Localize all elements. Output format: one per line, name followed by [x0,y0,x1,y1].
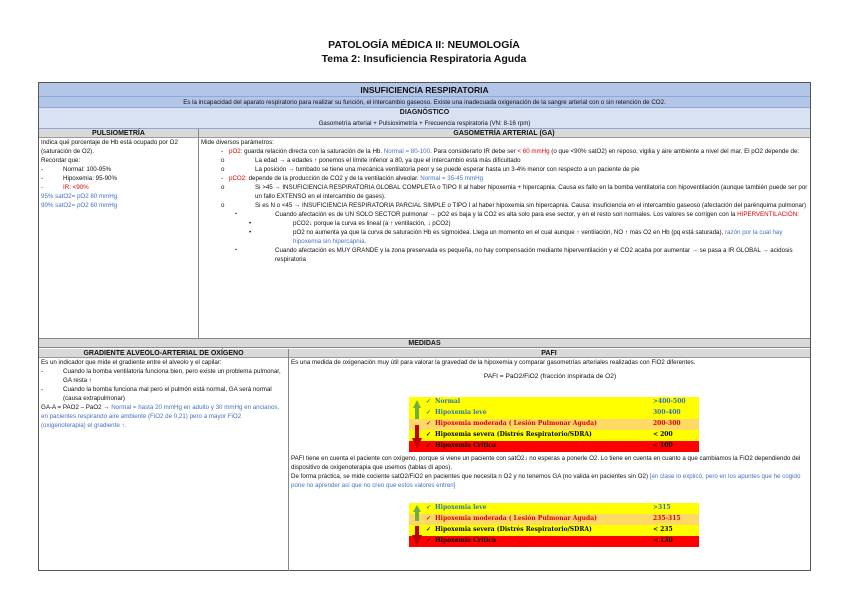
severity-label: ✓ Hipoxemia Crítica [423,442,653,451]
pco2-label: pCO2: [229,174,247,182]
severity-row [409,430,699,441]
medidas-heading: MEDIDAS [39,338,810,348]
pafi-column [291,359,809,382]
pulsio-column [41,139,196,211]
severity-value: 200-300 [653,420,681,428]
column-divider [198,129,199,338]
bullet-pco2: • pCO2↓ porque la curva es lineal (a ↑ ventilación, ↓ pCO2) [201,220,809,229]
grad-intro: Es un indicador que mide el gradiente entre el alveolo y el capilar: [41,359,222,366]
summary-table [38,82,811,571]
pulsio-intro: Indica qué porcentaje de Hb está ocupado por O2 (saturación de O2). [41,139,178,155]
pafi-paragraph-2: De forma práctica, se mide cociente satO2/FiO2 en pacientes que necesita n O2 y no tenemos GA (no valida en pacientes sin O2) [en clase lo explicó, pero en los apuntes que he cogido pone no aprender así que no creo que estos valores entren] [291,472,801,489]
pafi-table-1 [409,397,699,452]
gaso-column [201,139,809,265]
po2-text2: . Para considerarlo IR debe ser [430,147,518,155]
po2-label: pO2: [229,147,243,155]
bullet-po2-blue: razón por la cual hay hipoxemia sin hipercapnia. [293,228,783,245]
severity-arrows-2-icon [411,504,423,548]
pafi-heading: PAFI [288,349,810,358]
severity-value: 300-400 [653,409,681,417]
severity-value: >400-500 [653,398,686,406]
hiperventilacion-label: HIPERVENTILACIÓN: [737,210,799,218]
gradiente-heading: GRADIENTE ALVEOLO-ARTERIAL DE OXÍGENO [39,349,288,358]
pco2-normal: Normal = 35-45 mmHg [420,174,484,182]
bullet-po2: • pO2 no aumenta ya que la curva de saturación Hb es sigmoidea. Llega un momento en el cual aunque ↑ ventilación, NO ↑ más O2 en Hb (pq está saturada), razón por la cual hay hipoxemia sin hipercapnia. [201,229,809,247]
pco2-global: o Si >45 → INSUFICIENCIA RESPIRATORIA GLOBAL COMPLETA o TIPO II al haber hipoxemia + hipercapnia. Causa es fallo en la bomba ventilatoria con hipoventilación (aunque también puede ser por un fallo EXTENSO en el intercambio de gases). [201,184,809,202]
severity-value: < 200 [653,431,673,439]
pulsio-recordar: Recordar que: [41,156,81,164]
severity-label: ✓ Normal [423,398,653,407]
diagnostico-heading: DIAGNÓSTICO [39,108,810,118]
po2-text3: (o que <90% satO2) en reposo, vigilia y aire ambiente a nivel del mar. El pO2 depende de: [549,147,800,155]
pco2-text: depende de la producción de CO2 y de la ventilación alveolar. [246,174,421,182]
severity-label: ✓ Hipoxemia Crítica [423,537,653,546]
pulsio-eq2: 90% satO2= pO2 60 mmHg [41,201,118,209]
severity-value: 235-315 [653,515,681,523]
list-item: - Hipoxemia: 95-90% [41,175,196,184]
pulsio-list [41,166,196,193]
pafi-paragraph-1: PAFI tiene en cuenta el paciente con oxígeno, porque si viene un paciente con satO2↓ no esperas a ponerle O2. Lo tiene en cuenta en cuanto a que cambiamos la FiO2 dependiendo del dispositivo de oxigenoterapia que usemos (tablas di apos). [291,455,801,471]
po2-normal: Normal = 80-100 [383,147,431,155]
po2-ir: < 60 mmHg [517,147,550,155]
gaso-intro: Mide diversos parámetros: [201,139,274,146]
severity-label: ✓ Hipoxemia leve [423,504,653,513]
list-item: - IR: <90% [41,184,196,193]
severity-label: ✓ Hipoxemia severa (Distrés Respiratorio/SDRA) [423,431,653,440]
severity-arrows-icon [411,399,423,453]
severity-row [409,503,699,514]
po2-item [221,148,809,157]
po2-text: guarda relación directa con la saturación de la Hb. [242,147,384,155]
pafi-notes [291,455,809,491]
severity-value: < 235 [653,526,673,534]
severity-row [409,514,699,525]
pco2-item [221,175,809,184]
document-subtitle: Tema 2: Insuficiencia Respiratoria Aguda [321,53,527,65]
severity-value: < 100 [653,442,673,450]
grad-formula: GA-A = PAO2 – PaO2 → Normal = hasta 20 mmHg en adulto y 30 mmHg en ancianos, en pacientes respirando aire ambiente (FiO2 de 0,21) pero a mayor FiO2 (oxigenoterapia) el gradiente ↑. [41,403,280,429]
severity-label: ✓ Hipoxemia moderada ( Lesión Pulmonar Aguda) [423,420,653,429]
severity-value: >315 [653,504,671,512]
sector-item: ▪ Cuando afectación es de UN SOLO SECTOR pulmonar → pO2 es baja y la CO2 es alta solo para ese sector, y en el resto son normales. Los valores se corrigen con la HIPERVENTILACIÓN: [201,211,809,220]
pafi-table-2 [409,503,699,547]
severity-row [409,419,699,430]
pafi-intro: Es una medida de oxigenación muy útil para valorar la gravedad de la hipoxemia y comparar gasometrías arteriales realizadas con FiO2 diferentes. [291,359,696,366]
severity-row [409,525,699,536]
po2-posicion: o La posición → tumbado se tiene una mecánica ventilatoria peor y se puede esperar hasta un 3-4% menor con respecto a un paciente de pie [201,166,809,175]
severity-label: ✓ Hipoxemia severa (Distrés Respiratorio/SDRA) [423,526,653,535]
severity-label: ✓ Hipoxemia moderada ( Lesión Pulmonar Aguda) [423,515,653,524]
document-title: PATOLOGÍA MÉDICA II: NEUMOLOGÍA [328,39,520,51]
severity-row [409,536,699,547]
grad-item-1: - Cuando la bomba ventilatoria funciona bien, pero existe un problema pulmonar, GA resta ↑ [41,368,284,386]
pulsio-eq1: 95% satO2= pO2 80 mmHg [41,192,118,200]
diagnostico-text: Gasometría arterial + Pulsioximetría + Frecuencia respiratoria (VN: 8-16 rpm) [39,118,810,129]
pafi-paragraph-2-note: [en clase lo explicó, pero en los apuntes que he cogido pone no aprender así que no creo que estos valores entren] [291,472,801,489]
section-title: INSUFICIENCIA RESPIRATORIA [39,83,810,97]
grad-item-2: - Cuando la bomba funciona mal pero el pulmón está normal, GA será normal (causa extrapulmonar) [41,386,284,404]
severity-label: ✓ Hipoxemia leve [423,409,653,418]
pafi-formula: PAFI = PaO2/FiO2 (fracción inspirada de O2) [483,372,617,380]
pulsio-heading: PULSIOMETRÍA [39,129,198,138]
gradiente-column [41,359,284,431]
grad-normal: Normal = hasta 20 mmHg en adulto y 30 mmHg en ancianos, en pacientes respirando aire ambiente (FiO2 de 0,21) pero a mayor FiO2 (oxigenoterapia) el gradiente ↑. [41,403,280,429]
pco2-parcial: o Si es N o <45 → INSUFICIENCIA RESPIRATORIA PARCIAL SIMPLE o TIPO I al haber hipoxemia sin hipercapnia. Causa: insuficiencia en el intercambio gaseoso (afectación del parénquima pulmonar) [201,202,809,211]
po2-edad: o La edad → a edades ↑ ponemos el límite inferior a 80, ya que el intercambio está más dificultado [201,157,809,166]
severity-value: < 130 [653,537,673,545]
gaso-heading: GASOMETRÍA ARTERIAL (GA) [198,129,810,138]
definition: Es la incapacidad del aparato respiratorio para realizar su función, el intercambio gaseoso. Existe una inadecuada oxigenación de la sangre arterial con o sin retención de CO2. [39,97,810,108]
column-divider [288,349,289,571]
grande-item: ▪ Cuando afectación es MUY GRANDE y la zona preservada es pequeña, no hay compensación mediante hiperventilación y el CO2 acaba por aumentar → se pasa a IR GLOBAL → acidosis respiratoria [201,247,809,265]
severity-row [409,441,699,452]
list-item: - Normal: 100-95% [41,166,196,175]
severity-row [409,408,699,419]
severity-row [409,397,699,408]
